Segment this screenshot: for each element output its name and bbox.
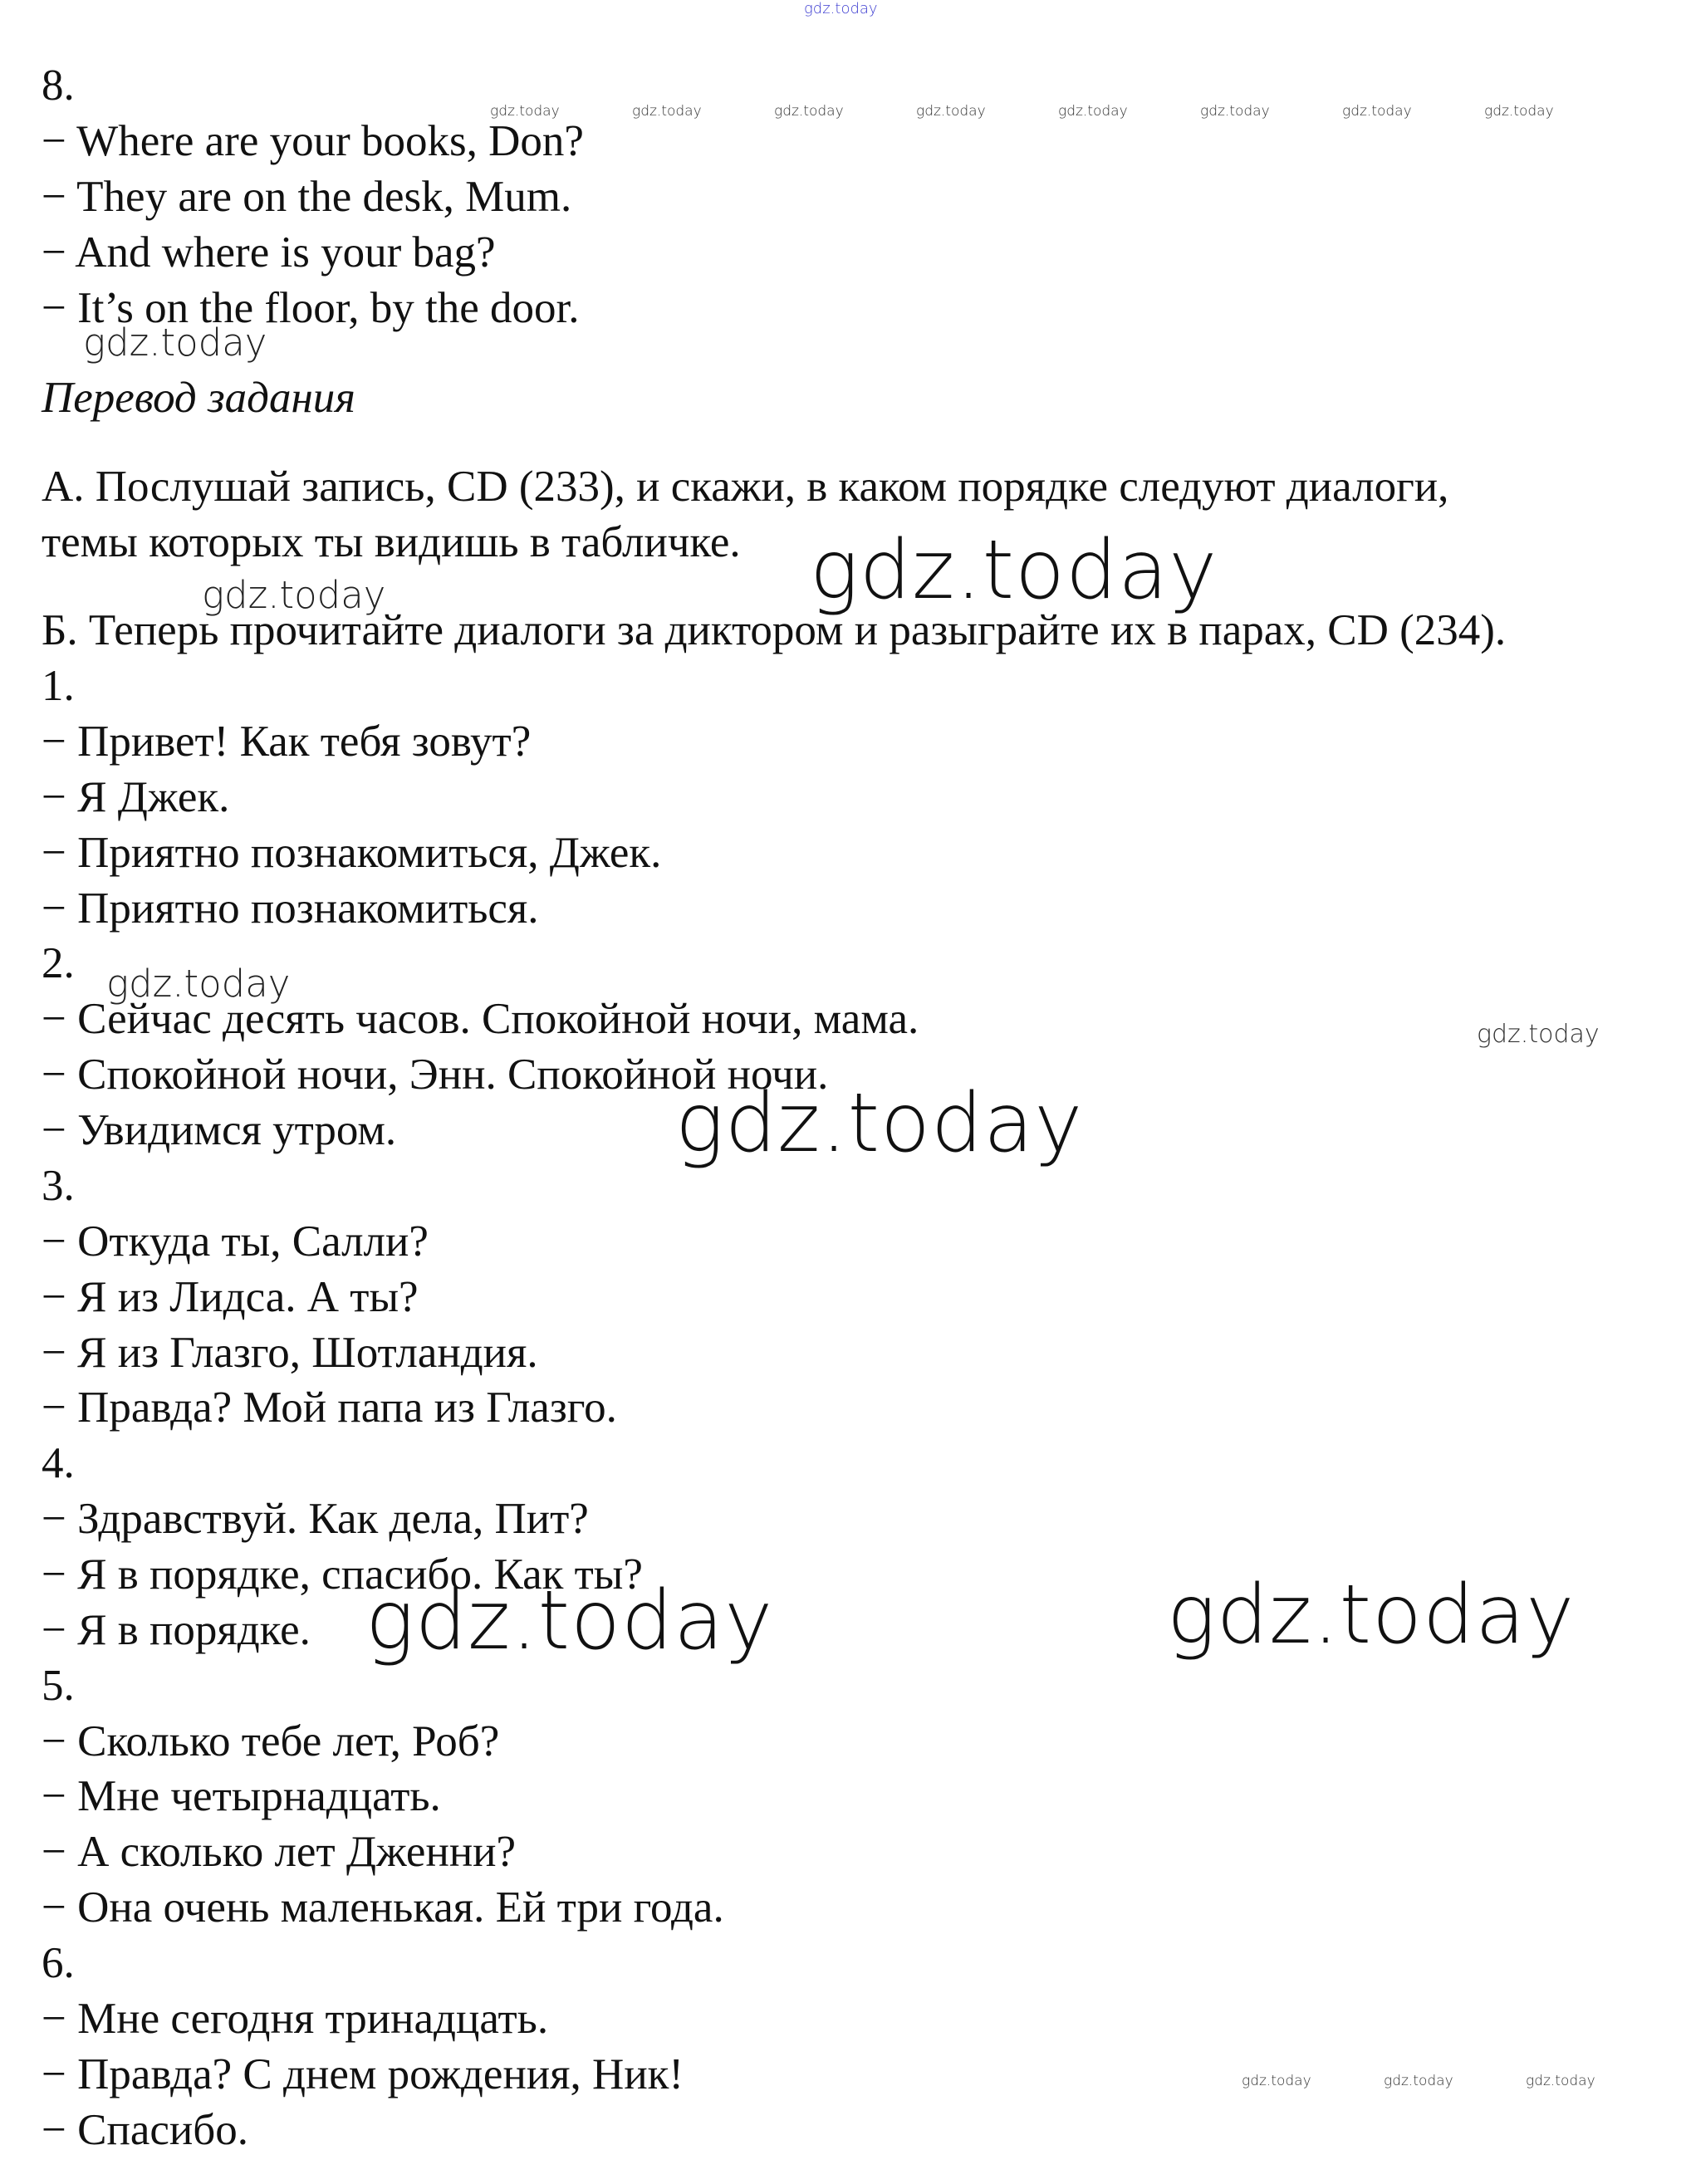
watermark: gdz.today bbox=[1200, 103, 1270, 120]
dialogue-line: − Я Джек. bbox=[42, 773, 230, 821]
dialogue-line: − Приятно познакомиться, Джек. bbox=[42, 829, 662, 877]
watermark: gdz.today bbox=[202, 573, 386, 617]
dialogue-line: − А сколько лет Дженни? bbox=[42, 1828, 517, 1876]
watermark: gdz.today bbox=[774, 103, 844, 120]
watermark: gdz.today bbox=[490, 103, 560, 120]
watermark: gdz.today bbox=[916, 103, 986, 120]
dialogue-number-3: 3. bbox=[42, 1162, 75, 1210]
dialogue-line: − Правда? Мой папа из Глазго. bbox=[42, 1383, 617, 1432]
watermark: gdz.today bbox=[1242, 2073, 1311, 2089]
translation-heading: Перевод задания bbox=[42, 374, 355, 422]
task-b: Б. Теперь прочитайте диалоги за диктором и разыграйте их в парах, CD (234). bbox=[42, 606, 1507, 654]
watermark: gdz.today bbox=[1384, 2073, 1453, 2089]
dialogue-line: − Сколько тебе лет, Роб? bbox=[42, 1717, 500, 1765]
watermark: gdz.today bbox=[1477, 1020, 1600, 1049]
watermark: gdz.today bbox=[1526, 2073, 1595, 2089]
dialogue-line: − Спокойной ночи, Энн. Спокойной ночи. bbox=[42, 1050, 829, 1099]
watermark: gdz.today bbox=[1058, 103, 1128, 120]
dialogue-number-1: 1. bbox=[42, 662, 75, 710]
dialogue-number-4: 4. bbox=[42, 1439, 75, 1487]
dialogue-line: − Where are your books, Don? bbox=[42, 117, 584, 165]
watermark: gdz.today bbox=[83, 321, 267, 365]
dialogue-line: − Приятно познакомиться. bbox=[42, 884, 539, 933]
dialogue-number-2: 2. bbox=[42, 939, 75, 987]
watermark: gdz.today bbox=[365, 1574, 774, 1668]
dialogue-line: − Мне четырнадцать. bbox=[42, 1772, 441, 1820]
watermark: gdz.today bbox=[1342, 103, 1412, 120]
watermark: gdz.today bbox=[632, 103, 702, 120]
exercise-number-8: 8. bbox=[42, 61, 75, 110]
dialogue-line: − Привет! Как тебя зовут? bbox=[42, 717, 532, 766]
watermark: gdz.today bbox=[675, 1076, 1084, 1171]
watermark: gdz.today bbox=[1167, 1568, 1576, 1662]
dialogue-line: − Я из Лидса. А ты? bbox=[42, 1273, 419, 1321]
dialogue-line: − Я в порядке. bbox=[42, 1606, 311, 1654]
dialogue-number-6: 6. bbox=[42, 1939, 75, 1987]
dialogue-line: − It’s on the floor, by the door. bbox=[42, 284, 580, 332]
dialogue-line: − Я из Глазго, Шотландия. bbox=[42, 1329, 538, 1377]
dialogue-line: − Здравствуй. Как дела, Пит? bbox=[42, 1495, 589, 1543]
dialogue-line: − Сейчас десять часов. Спокойной ночи, мама. bbox=[42, 995, 919, 1043]
task-a-line-2: темы которых ты видишь в табличке. bbox=[42, 518, 741, 566]
dialogue-line: − Правда? С днем рождения, Ник! bbox=[42, 2050, 684, 2098]
dialogue-line: − And where is your bag? bbox=[42, 228, 496, 277]
dialogue-line: − Она очень маленькая. Ей три года. bbox=[42, 1883, 724, 1932]
task-a-line-1: А. Послушай запись, CD (233), и скажи, в каком порядке следуют диалоги, bbox=[42, 463, 1449, 511]
watermark: gdz.today bbox=[804, 0, 878, 17]
watermark: gdz.today bbox=[106, 962, 291, 1006]
watermark: gdz.today bbox=[1484, 103, 1554, 120]
dialogue-line: − Откуда ты, Салли? bbox=[42, 1217, 429, 1266]
dialogue-line: − Я в порядке, спасибо. Как ты? bbox=[42, 1550, 643, 1599]
dialogue-line: − Мне сегодня тринадцать. bbox=[42, 1995, 549, 2043]
dialogue-line: − Спасибо. bbox=[42, 2106, 248, 2154]
dialogue-line: − Увидимся утром. bbox=[42, 1106, 397, 1154]
dialogue-number-5: 5. bbox=[42, 1662, 75, 1710]
dialogue-line: − They are on the desk, Mum. bbox=[42, 173, 572, 221]
watermark: gdz.today bbox=[810, 523, 1218, 618]
